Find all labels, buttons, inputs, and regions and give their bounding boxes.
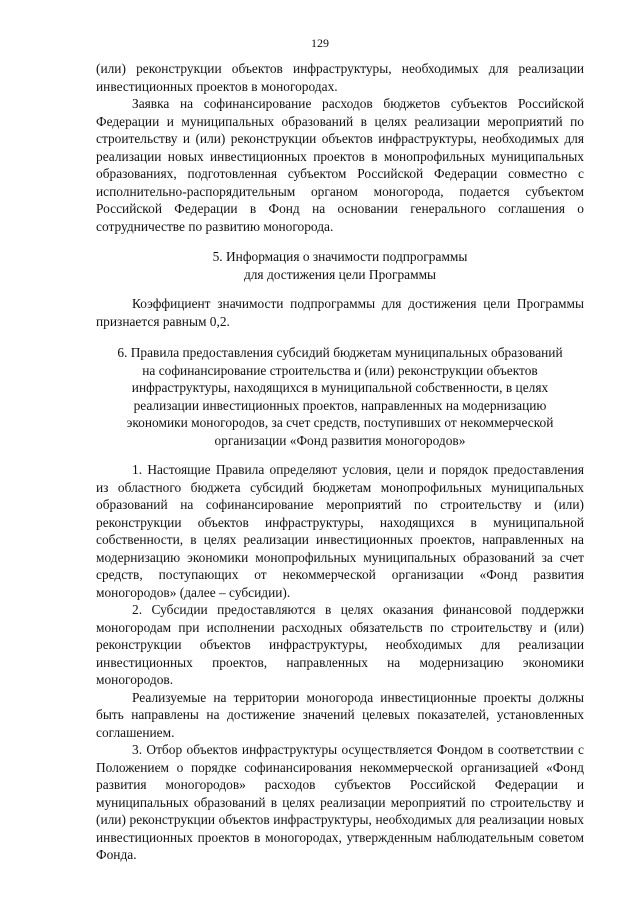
page-number: 129	[311, 36, 329, 50]
section-5-heading-line: для достижения цели Программы	[243, 266, 437, 282]
section-6-heading-line: организации «Фонд развития моногородов»	[214, 432, 466, 448]
section-5-heading-line: 5. Информация о значимости подпрограммы	[212, 249, 468, 264]
section-6-heading-line: 6. Правила предоставления субсидий бюджетам муниципальных образований	[117, 345, 563, 360]
section-6-heading-line: на софинансирование строительства и (или) реконструкции объектов	[142, 362, 538, 378]
page-content	[96, 60, 584, 864]
section-6-heading-line: реализации инвестиционных проектов, направленных на модернизацию	[133, 397, 547, 413]
section-5-heading	[96, 248, 584, 283]
rule-2-paragraph: 2. Субсидии предоставляются в целях оказания финансовой поддержки моногородам при исполнении расходных обязательств по строительству и (или) реконструкции объектов инфраструктуры, необходимых для реализации инвестиционных проектов, направленных на модернизацию экономики моногородов.	[96, 602, 584, 687]
rule-1-paragraph: 1. Настоящие Правила определяют условия, цели и порядок предоставления из областного бюджета субсидий бюджетам монопрофильных муниципальных образований на софинансирование мероприятий по строительству и (или) реконструкции объектов инфраструктуры, находящихся в муниципальной собственности, в целях реализации инвестиционных проектов, направленных на модернизацию экономики монопрофильных муниципальных образований за счет средств, поступающих от некоммерческой организации «Фонд развития моногородов» (далее – субсидии).	[96, 462, 584, 600]
rule-2-continuation-paragraph: Реализуемые на территории моногорода инвестиционные проекты должны быть направлены на достижение значений целевых показателей, установленных соглашением.	[96, 689, 584, 740]
section-6-heading-line: инфраструктуры, находящихся в муниципальной собственности, в целях	[131, 380, 549, 395]
section-6-heading-line: экономики моногородов, за счет средств, поступивших от некоммерческой	[126, 415, 554, 430]
rule-3-paragraph: 3. Отбор объектов инфраструктуры осуществляется Фондом в соответствии с Положением о порядке софинансирования некоммерческой организацией «Фонд развития моногородов» расходов субъектов Российской Федерации и муниципальных образований в целях реализации мероприятий по строительству и (или) реконструкции объектов инфраструктуры, необходимых для реализации новых инвестиционных проектов в моногородах, утвержденным наблюдательным советом Фонда.	[96, 742, 584, 862]
intro-paragraph: (или) реконструкции объектов инфраструктуры, необходимых для реализации инвестиционных проектов в моногородах.	[96, 61, 584, 94]
section-5-paragraph: Коэффициент значимости подпрограммы для достижения цели Программы признается равным 0,2.	[96, 296, 584, 329]
application-paragraph: Заявка на софинансирование расходов бюджетов субъектов Российской Федерации и муниципальных образований в целях реализации мероприятий по строительству и (или) реконструкции объектов инфраструктуры, необходимых для реализации новых инвестиционных проектов в монопрофильных муниципальных образованиях, подготовленная субъектом Российской Федерации совместно с исполнительно-распорядительным органом моногорода, подается субъектом Российской Федерации в Фонд на основании генерального соглашения о сотрудничестве по развитию моногорода.	[96, 96, 584, 234]
section-6-heading	[96, 344, 584, 449]
